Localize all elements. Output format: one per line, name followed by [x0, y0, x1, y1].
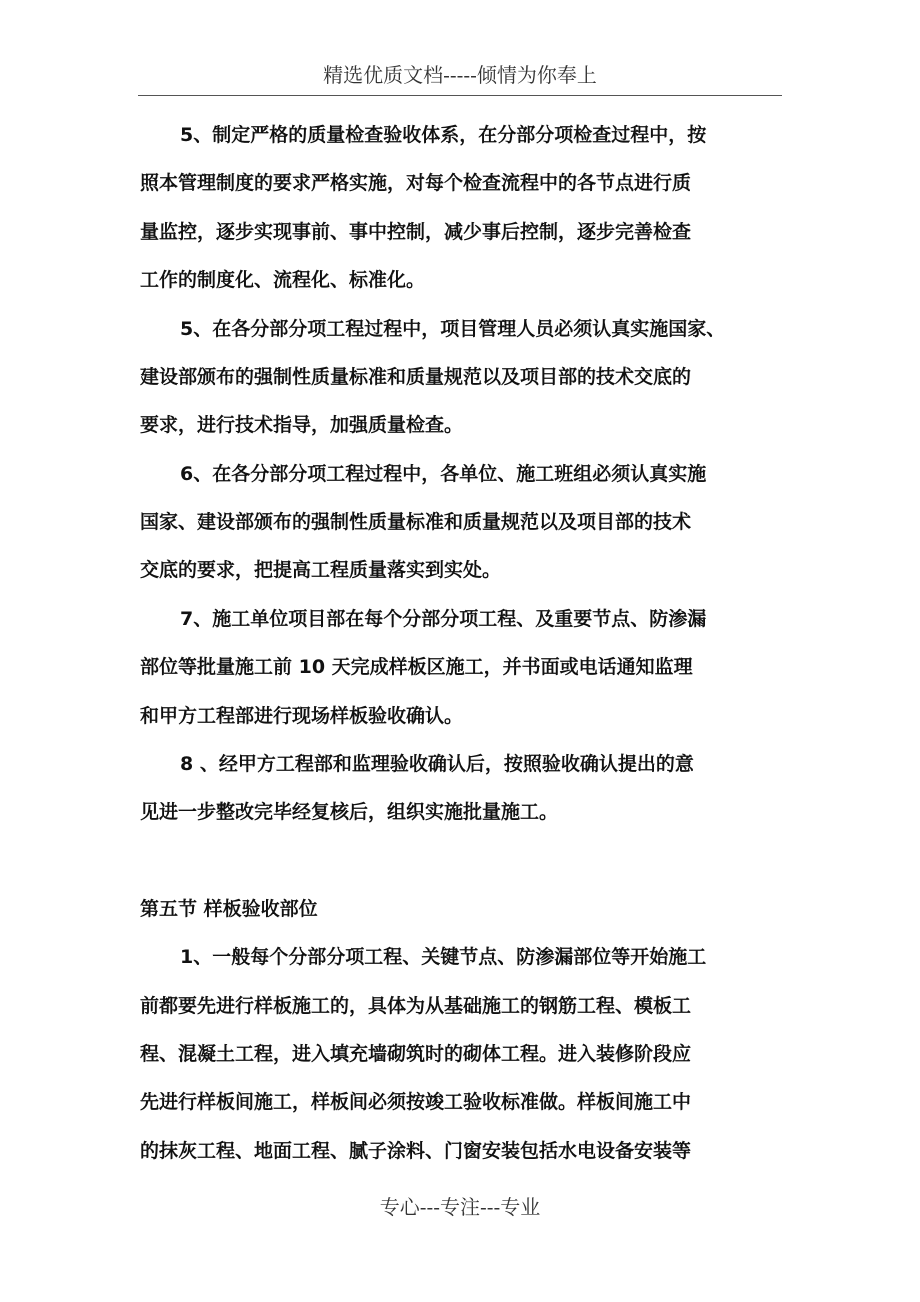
- paragraph-line: 要求，进行技术指导，加强质量检查。: [140, 414, 464, 436]
- paragraph-line: 的抹灰工程、地面工程、腻子涂料、门窗安装包括水电设备安装等: [140, 1140, 692, 1162]
- paragraph-line: 部位等批量施工前 10 天完成样板区施工，并书面或电话通知监理: [140, 656, 693, 678]
- paragraph-line: 5、在各分部分项工程过程中，项目管理人员必须认真实施国家、: [180, 318, 726, 340]
- page-footer: 专心---专注---专业: [379, 1195, 541, 1219]
- paragraph-line: 前都要先进行样板施工的，具体为从基础施工的钢筋工程、模板工: [140, 995, 692, 1017]
- paragraph-line: 7、施工单位项目部在每个分部分项工程、及重要节点、防渗漏: [180, 608, 707, 630]
- paragraph-line: 先进行样板间施工，样板间必须按竣工验收标准做。样板间施工中: [140, 1091, 692, 1113]
- paragraph-line: 量监控，逐步实现事前、事中控制，减少事后控制，逐步完善检查: [140, 221, 692, 243]
- paragraph-line: 8 、经甲方工程部和监理验收确认后，按照验收确认提出的意: [180, 753, 694, 775]
- paragraph-line: 程、混凝土工程，进入填充墙砌筑时的砌体工程。进入装修阶段应: [140, 1043, 692, 1065]
- section-heading: 第五节 样板验收部位: [140, 898, 318, 920]
- paragraph-line: 6、在各分部分项工程过程中，各单位、施工班组必须认真实施: [180, 463, 707, 485]
- paragraph-line: 建设部颁布的强制性质量标准和质量规范以及项目部的技术交底的: [140, 366, 692, 388]
- header-divider: [138, 95, 782, 96]
- paragraph-line: 交底的要求，把提高工程质量落实到实处。: [140, 559, 502, 581]
- paragraph-line: 国家、建设部颁布的强制性质量标准和质量规范以及项目部的技术: [140, 511, 692, 533]
- paragraph-line: 1、一般每个分部分项工程、关键节点、防渗漏部位等开始施工: [180, 946, 707, 968]
- paragraph-line: 工作的制度化、流程化、标准化。: [140, 269, 426, 291]
- paragraph-line: 照本管理制度的要求严格实施，对每个检查流程中的各节点进行质: [140, 172, 692, 194]
- paragraph-line: 和甲方工程部进行现场样板验收确认。: [140, 705, 464, 727]
- page-header: 精选优质文档-----倾情为你奉上: [323, 63, 597, 87]
- paragraph-line: 5、制定严格的质量检查验收体系，在分部分项检查过程中，按: [180, 124, 707, 146]
- paragraph-line: 见进一步整改完毕经复核后，组织实施批量施工。: [140, 801, 559, 823]
